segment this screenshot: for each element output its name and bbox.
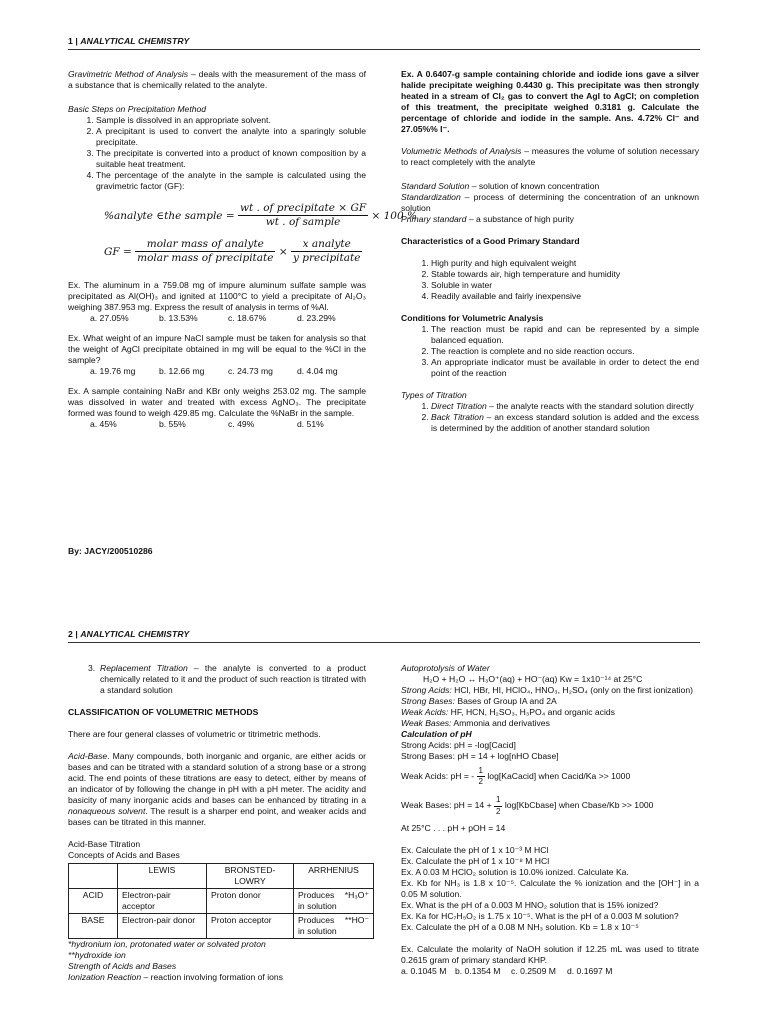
exercise-naoh-molarity: Ex. Calculate the molarity of NaOH solution if 12.25 mL was used to titrate 0.2615 gram of primary standard KHP.: [401, 943, 699, 965]
example-silver-halide: Ex. A 0.6407-g sample containing chloride and iodide ions gave a silver halide precipitate weighing 0.4430 g. This precipitate was then strongly heated in a stream of Cl₂ gas to convert the AgI to AgCl; on completion of this treatment, the precipitate weighed 0.3181 g. Calculate the percentage of chloride and iodide in the sample. Ans. 4.72% Cl⁻ and 27.05%% I⁻.: [401, 69, 699, 134]
characteristics-title: Characteristics of a Good Primary Standard: [401, 236, 580, 246]
strong-base-ph: Strong Bases: pH = 14 + log[nHO Cbase]: [401, 751, 559, 761]
autoprotolysis-title: Autoprotolysis of Water: [401, 663, 490, 673]
condition-item: 3. An appropriate indicator must be available in order to detect the end point of the reaction: [431, 357, 699, 379]
table-header-row: LEWIS BRONSTED-LOWRY ARRHENIUS: [69, 864, 374, 889]
acid-base-concepts-table: [68, 863, 374, 939]
conditions-title: Conditions for Volumetric Analysis: [401, 313, 544, 323]
exercise-item: Ex. Ka for HC₇H₅O₂ is 1.75 x 10⁻⁵. What is the pH of a 0.003 M solution?: [401, 910, 679, 921]
strong-bases: Strong Bases: Bases of Group IA and 2A: [401, 696, 557, 706]
weak-base-ph: Weak Bases: pH = 14 + $\frac{1}{2}$ log[KbCbase] when Cbase/Kb >> 1000: [401, 795, 654, 816]
strong-acid-ph: Strong Acids: pH = -log[Cacid]: [401, 740, 516, 750]
table-row: BASE Electron-pair donor Proton acceptor Produces **HO⁻ in solution: [69, 914, 374, 939]
characteristic-item: 3. Soluble in water: [431, 280, 699, 291]
conditions-list: [401, 324, 699, 379]
example-nacl: Ex. What weight of an impure NaCl sample must be taken for analysis so that the weight of AgCl precipitate obtained in mg will be equal to the %Cl in the sample?: [68, 332, 366, 365]
condition-item: 2. The reaction is complete and no side reaction occurs.: [431, 346, 699, 357]
page1-header: [68, 36, 700, 47]
exercise-item: Ex. Kb for NH₃ is 1.8 x 10⁻⁵. Calculate the % ionization and the [OH⁻] in a 0.05 M solution.: [401, 877, 699, 899]
strong-acids: Strong Acids: HCl, HBr, HI, HClO₄, HNO₃, H₂SO₄ (only on the first ionization): [401, 685, 693, 695]
exercise-item: Ex. What is the pH of a 0.003 M HNO₂ solution that is 15% ionized?: [401, 899, 659, 910]
primary-standard-definition: Primary standard – a substance of high purity: [401, 214, 574, 224]
page2-header-rule: [68, 642, 700, 643]
page1-header-rule: [68, 49, 700, 50]
gravimetric-definition: Gravimetric Method of Analysis – deals with the measurement of the mass of a substance that is chemically related to the analyte.: [68, 69, 366, 90]
example-nacl-choices: a. 19.76 mg b. 12.66 mg c. 24.73 mg d. 4.04 mg: [90, 365, 338, 376]
gravimetric-factor-formula: GF = $\frac{\text{molar mass of analyte}}{\text{molar mass of precipitate}}$ × $\frac{\text{x analyte}}{\text{y precipitate}}$: [104, 237, 361, 265]
condition-item: 1. The reaction must be rapid and can be represented by a simple balanced equation.: [431, 324, 699, 346]
page1-header-number: 1 |: [68, 36, 81, 46]
example-aluminum: Ex. The aluminum in a 759.08 mg of impure aluminum sulfate sample was precipitated as Al(OH)₃ and ignited at 1100°C to yield a precipitate of Al₂O₃ weighing 387.953 mg. Express the result of analysis in terms of %Al.: [68, 279, 366, 312]
step-item: 3. The precipitate is converted into a product of known composition by a suitable heat treatment.: [96, 148, 366, 170]
page2-header-number: 2 |: [68, 629, 81, 639]
example-aluminum-choices: a. 27.05% b. 13.53% c. 18.67% d. 23.29%: [90, 312, 336, 323]
calculation-title: Calculation of pH: [401, 729, 472, 739]
page1-header-title: ANALYTICAL CHEMISTRY: [80, 36, 190, 46]
example-nabr: Ex. A sample containing NaBr and KBr only weighs 253.02 mg. The sample was dissolved in water and treated with excess AgNO₃. The precipitate formed was found to weigh 429.85 mg. Calculate the %NaBr in the sample.: [68, 385, 366, 418]
footnote-hydroxide: **hydroxide ion: [68, 950, 126, 960]
exercise-item: Ex. Calculate the pH of 1 x 10⁻⁸ M HCl: [401, 855, 550, 866]
table-row: ACID Electron-pair acceptor Proton donor Produces *H₃O⁺ in solution: [69, 889, 374, 914]
percent-analyte-formula: %analyte ∈the sample = $\frac{\text{wt . of precipitate × GF}}{\text{wt . of sample}}$ × 100 %: [104, 202, 417, 229]
exercise-naoh-choices: a. 0.1045 M b. 0.1354 M c. 0.2509 M d. 0.1697 M: [401, 965, 613, 976]
step-item: 1. Sample is dissolved in an appropriate solvent.: [96, 115, 366, 126]
types-title: Types of Titration: [401, 390, 467, 400]
acid-base-titration-title: Acid-Base Titration: [68, 839, 141, 849]
exercise-item: Ex. A 0.03 M HClO₂ solution is 10.0% ionized. Calculate Ka.: [401, 866, 629, 877]
standard-solution-definition: Standard Solution – solution of known concentration: [401, 181, 600, 191]
classification-intro: There are four general classes of volumetric or titrimetric methods.: [68, 729, 321, 739]
page2-right-column: [401, 663, 699, 977]
page2-header-title: ANALYTICAL CHEMISTRY: [80, 629, 190, 639]
characteristics-list: [401, 258, 699, 302]
types-list: [401, 401, 699, 434]
page2-left-column: [68, 663, 369, 983]
example-nabr-choices: a. 45% b. 55% c. 49% d. 51%: [90, 418, 324, 429]
characteristic-item: 1. High purity and high equivalent weight: [431, 258, 699, 269]
page1-right-column: [401, 69, 699, 434]
concepts-title: Concepts of Acids and Bases: [68, 850, 180, 860]
footnote-hydronium: *hydronium ion, protonated water or solvated proton: [68, 939, 266, 949]
page2-header: [68, 629, 700, 640]
characteristic-item: 4. Readily available and fairly inexpensive: [431, 291, 699, 302]
ph-poh-sum: At 25°C . . . pH + pOH = 14: [401, 822, 506, 833]
ionization-definition: Ionization Reaction – reaction involving formation of ions: [68, 972, 283, 982]
weak-acids: Weak Acids: HF, HCN, H₂SO₃, H₃PO₄ and organic acids: [401, 707, 615, 717]
acid-base-paragraph: Acid-Base. Many compounds, both inorganic and organic, are either acids or bases and can be titrated with a standard solution of a strong base or a strong acid. The end points of these titrations are easy to detect, either by means of an indicator of by following the change in pH with a pH meter. The acidity and basicity of many inorganic acids and bases can be enhanced by titrating in a nonaqueous solvent. The result is a sharper end point, and weaker acids and bases can be titrated in this manner.: [68, 751, 367, 827]
standardization-definition: Standardization – process of determining the concentration of an unknown solution: [401, 192, 699, 213]
steps-title: Basic Steps on Precipitation Method: [68, 104, 207, 114]
exercise-item: Ex. Calculate the pH of a 0.08 M NH₃ solution. Kb = 1.8 x 10⁻⁵: [401, 921, 639, 932]
steps-list: [68, 115, 366, 192]
replacement-titration: 3. Replacement Titration – the analyte is converted to a product chemically related to it and the product of such reaction is titrated with a standard solution: [88, 663, 366, 695]
weak-acid-ph: Weak Acids: pH = - $\frac{1}{2}$ log[KaCacid] when Cacid/Ka >> 1000: [401, 766, 631, 787]
volumetric-definition: Volumetric Methods of Analysis – measures the volume of solution necessary to react completely with the analyte: [401, 146, 699, 167]
step-item: 2. A precipitant is used to convert the analyte into a sparingly soluble precipitate.: [96, 126, 366, 148]
characteristic-item: 2. Stable towards air, high temperature and humidity: [431, 269, 699, 280]
type-item: 2. Back Titration – an excess standard solution is added and the excess is determined by the addition of another standard solution: [431, 412, 699, 434]
step-item: 4. The percentage of the analyte in the sample is calculated using the gravimetric factor (GF):: [96, 170, 366, 192]
page1-left-column: [68, 69, 417, 430]
byline: By: JACY/200510286: [68, 546, 153, 556]
strength-title: Strength of Acids and Bases: [68, 961, 177, 971]
exercise-item: Ex. Calculate the pH of 1 x 10⁻³ M HCl: [401, 844, 549, 855]
classification-title: CLASSIFICATION OF VOLUMETRIC METHODS: [68, 707, 259, 717]
type-item: 1. Direct Titration – the analyte reacts with the standard solution directly: [431, 401, 699, 412]
weak-bases: Weak Bases: Ammonia and derivatives: [401, 718, 550, 728]
autoprotolysis-equation: H₂O + H₂O ↔ H₃O⁺(aq) + HO⁻(aq) Kw = 1x10⁻¹⁴ at 25°C: [423, 674, 643, 684]
